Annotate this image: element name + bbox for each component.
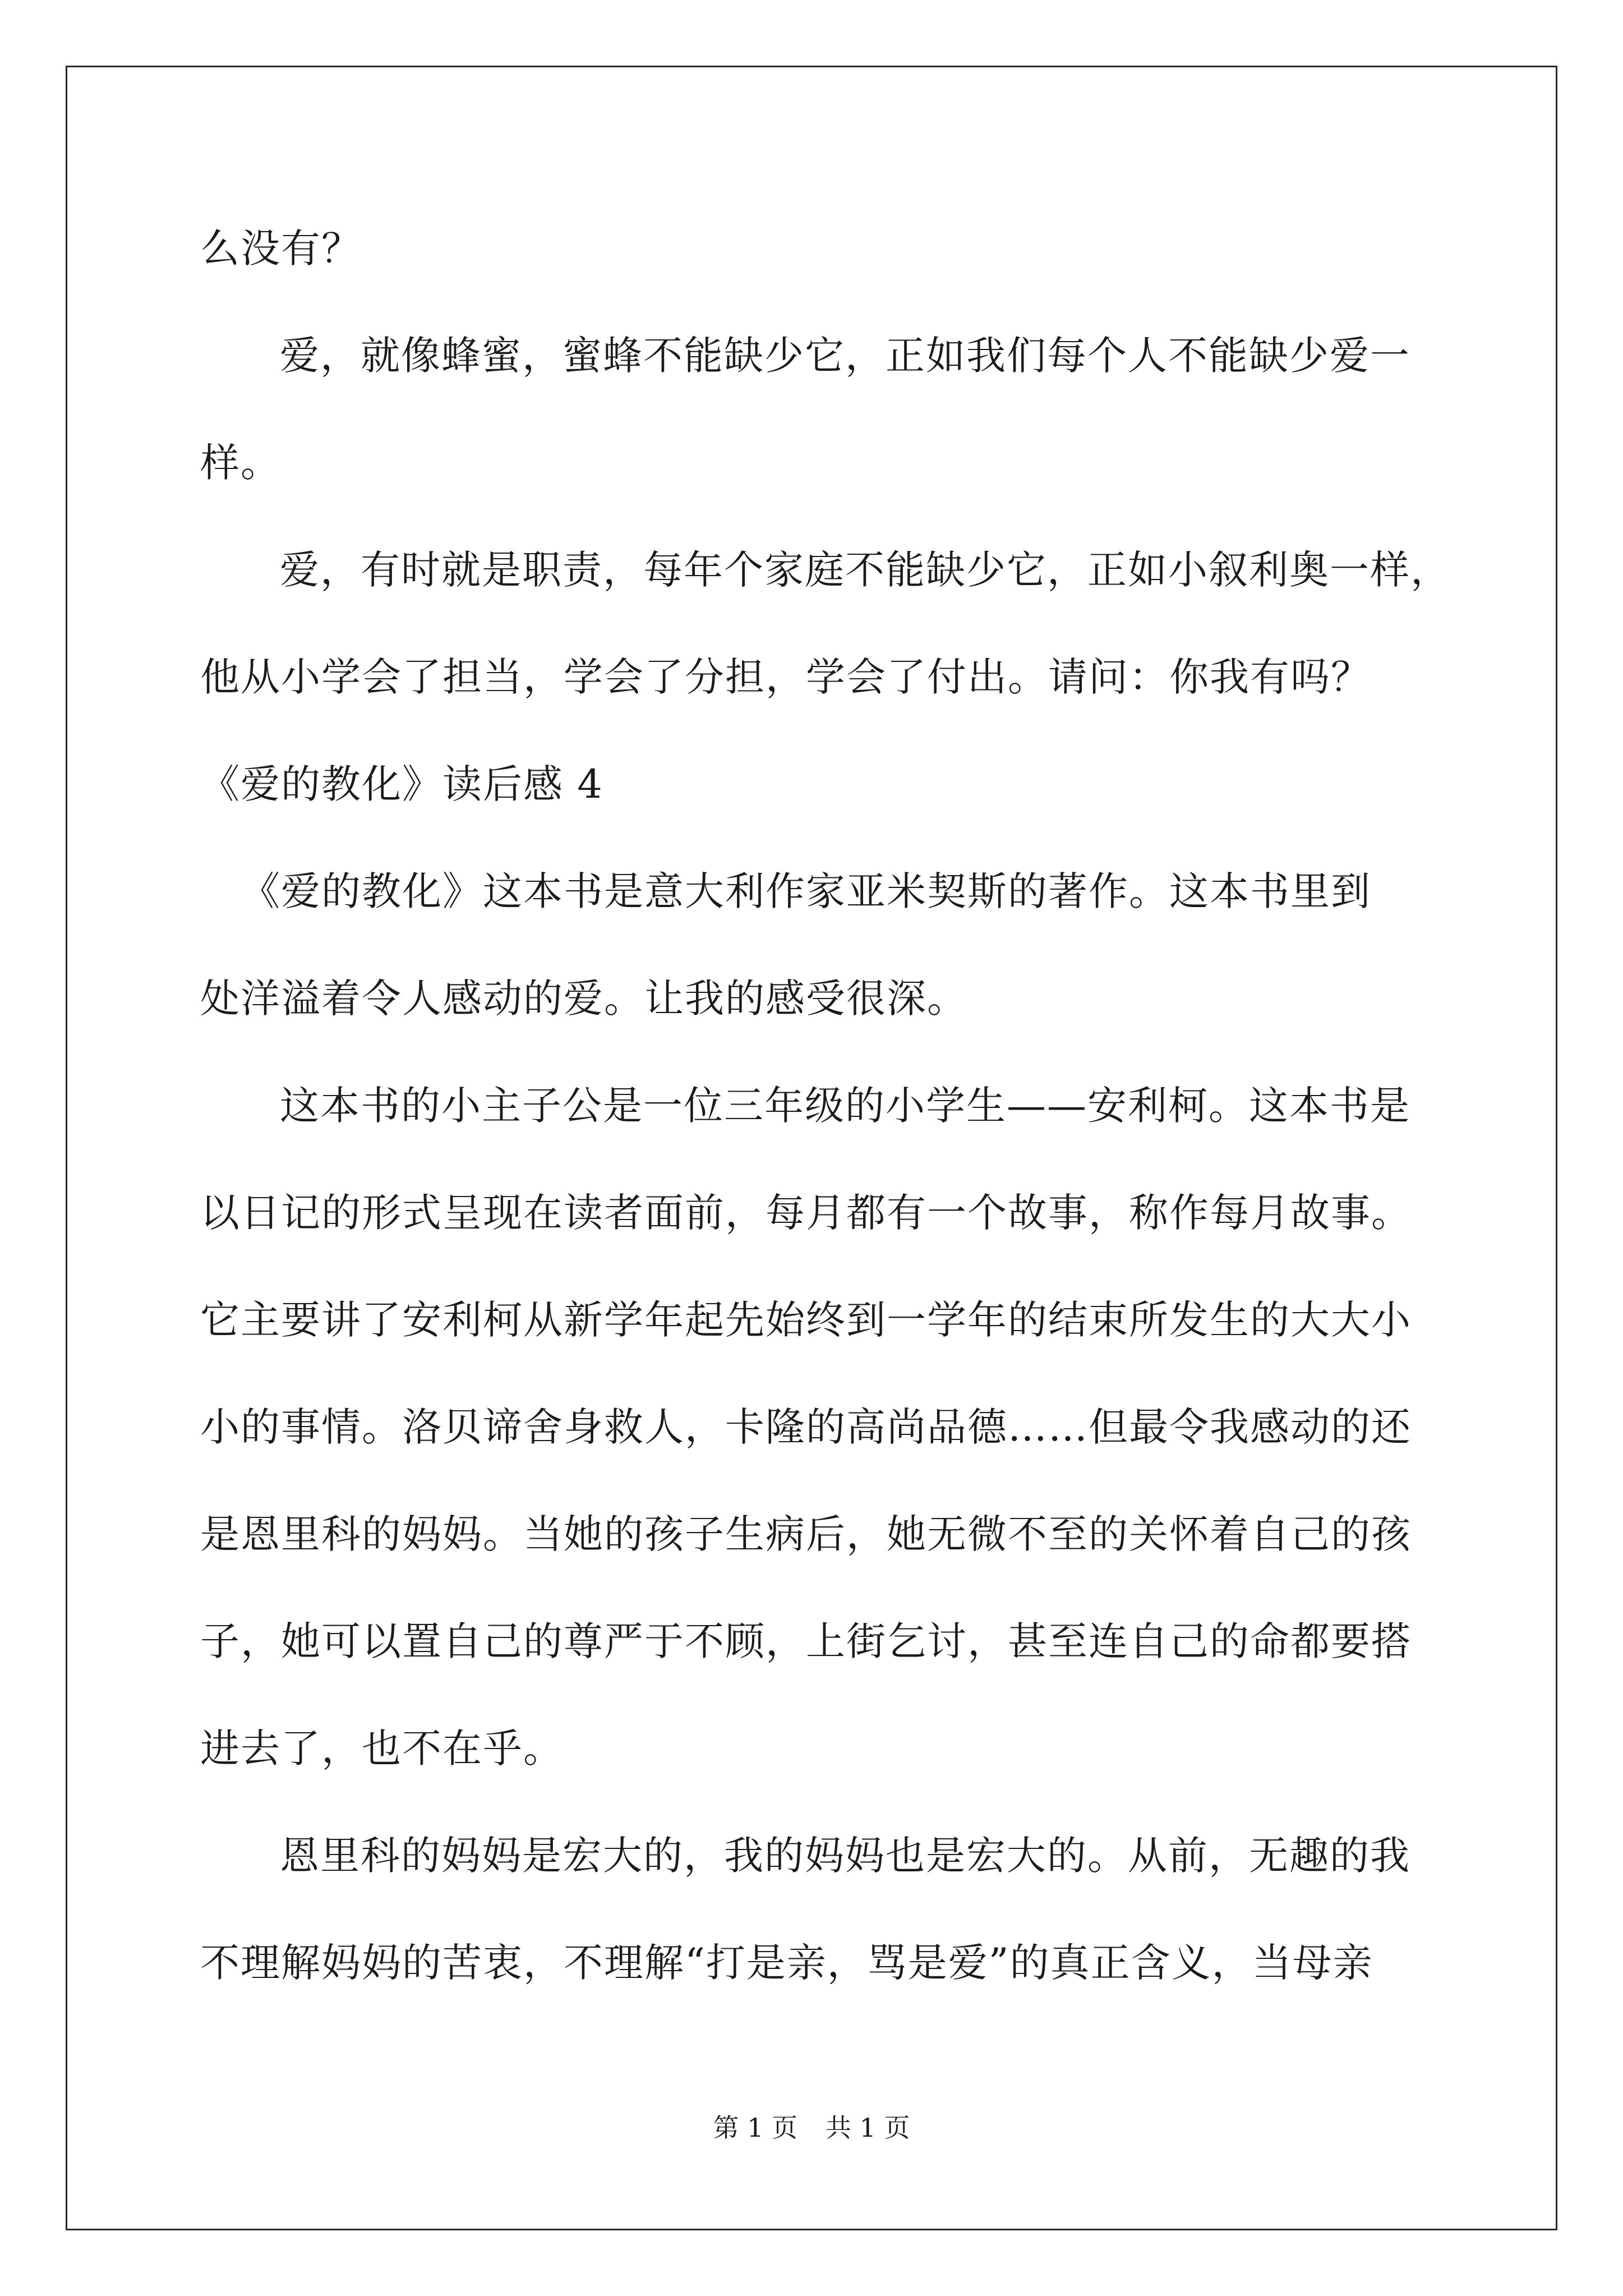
text-line: 以日记的形式呈现在读者面前，每月都有一个故事，称作每月故事。 (200, 1190, 1412, 1236)
text-line: 子，她可以置自己的尊严于不顾，上街乞讨，甚至连自己的命都要搭 (200, 1618, 1412, 1664)
page-border (66, 66, 1557, 2230)
text-line: 恩里科的妈妈是宏大的，我的妈妈也是宏大的。从前，无趣的我 (280, 1833, 1410, 1879)
page-number-total: 共 1 页 (826, 2113, 910, 2143)
text-line: 小的事情。洛贝谛舍身救人，卡隆的高尚品德……但最令我感动的还 (200, 1404, 1412, 1450)
text-line: 《爱的教化》这本书是意大利作家亚米契斯的著作。这本书里到 (241, 868, 1371, 914)
text-line: 不理解妈妈的苦衷，不理解“打是亲，骂是爱”的真正含义，当母亲 (200, 1940, 1373, 1986)
text-line: 是恩里科的妈妈。当她的孩子生病后，她无微不至的关怀着自己的孩 (200, 1511, 1412, 1557)
text-line: 这本书的小主子公是一位三年级的小学生——安利柯。这本书是 (280, 1083, 1410, 1129)
text-line: 处洋溢着令人感动的爱。让我的感受很深。 (200, 976, 967, 1022)
text-line: 样。 (200, 440, 281, 486)
section-heading: 《爱的教化》读后感 4 (200, 761, 603, 807)
text-line: 它主要讲了安利柯从新学年起先始终到一学年的结束所发生的大大小 (200, 1297, 1412, 1343)
page-footer (0, 2115, 1623, 2141)
page-number-current: 第 1 页 (713, 2113, 797, 2143)
text-line: 进去了，也不在乎。 (200, 1726, 564, 1772)
text-line: 他从小学会了担当，学会了分担，学会了付出。请问：你我有吗？ (200, 654, 1371, 700)
text-line: 么没有？ (200, 226, 362, 272)
text-line: 爱，就像蜂蜜，蜜蜂不能缺少它，正如我们每个人不能缺少爱一 (280, 333, 1410, 379)
text-line: 爱，有时就是职责，每年个家庭不能缺少它，正如小叙利奥一样， (280, 547, 1451, 593)
